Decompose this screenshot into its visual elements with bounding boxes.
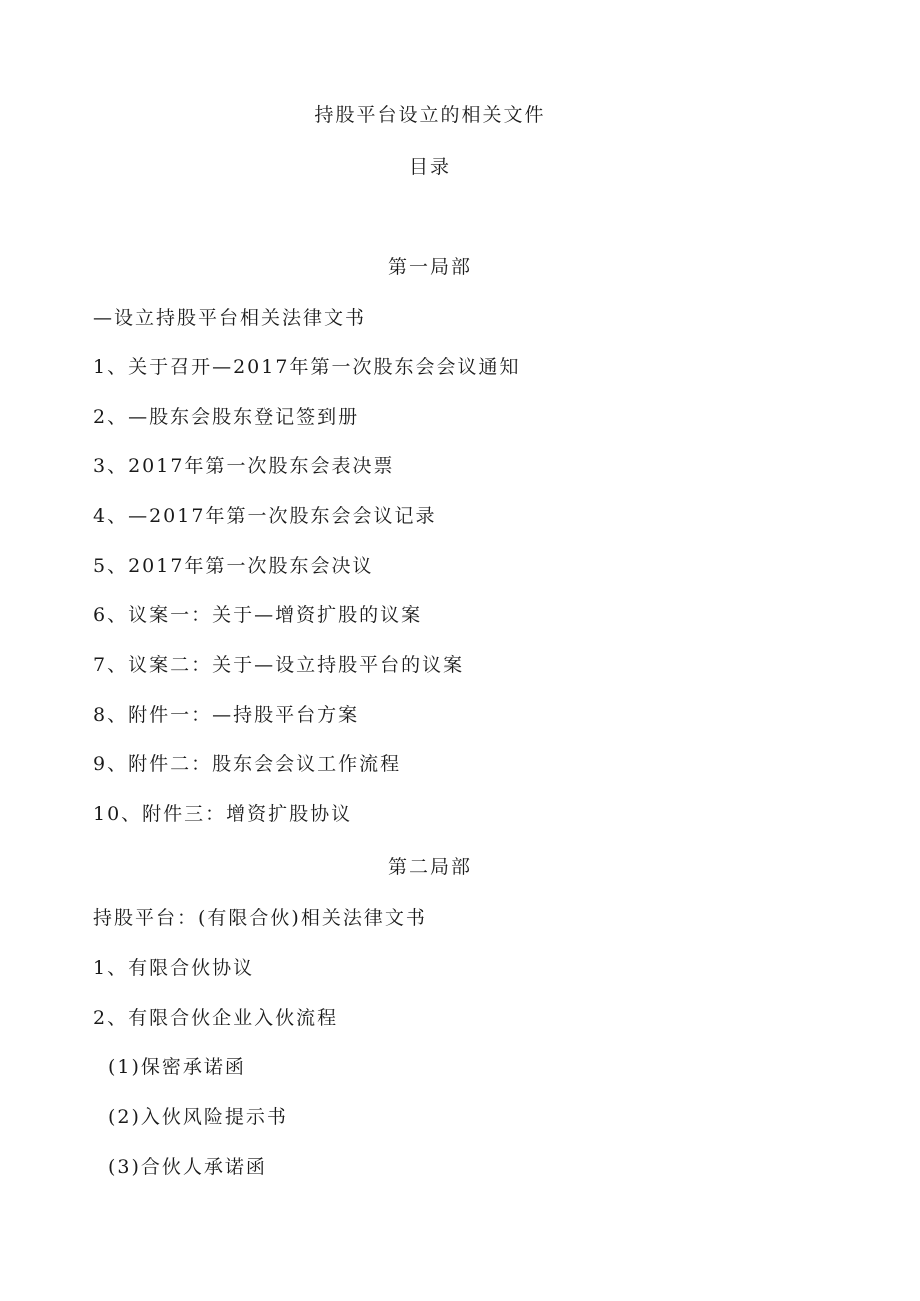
toc-item: 6、议案一：关于—增资扩股的议案 (93, 604, 423, 626)
part-one-heading: 第一局部 (387, 256, 472, 278)
toc-item: 8、附件一：—持股平台方案 (93, 704, 360, 726)
toc-subitem: (3)合伙人承诺函 (108, 1156, 267, 1178)
toc-item: 7、议案二：关于—设立持股平台的议案 (93, 654, 465, 676)
toc-heading: 目录 (408, 156, 451, 178)
part-two-subheading: 持股平台：(有限合伙)相关法律文书 (93, 907, 427, 929)
toc-item: 10、附件三：增资扩股协议 (93, 803, 353, 825)
part-one-subheading: —设立持股平台相关法律文书 (93, 307, 367, 329)
toc-subitem: (2)入伙风险提示书 (108, 1106, 288, 1128)
toc-item: 1、有限合伙协议 (93, 957, 255, 979)
toc-item: 2、—股东会股东登记签到册 (93, 406, 360, 428)
toc-item: 4、—2017年第一次股东会会议记录 (93, 505, 437, 527)
document-title: 持股平台设立的相关文件 (314, 104, 546, 126)
toc-item: 2、有限合伙企业入伙流程 (93, 1007, 339, 1029)
toc-item: 1、关于召开—2017年第一次股东会会议通知 (93, 356, 521, 378)
toc-item: 5、2017年第一次股东会决议 (93, 555, 374, 577)
toc-item: 9、附件二：股东会会议工作流程 (93, 753, 402, 775)
toc-item: 3、2017年第一次股东会表决票 (93, 455, 395, 477)
part-two-heading: 第二局部 (387, 856, 472, 878)
toc-subitem: (1)保密承诺函 (108, 1056, 246, 1078)
